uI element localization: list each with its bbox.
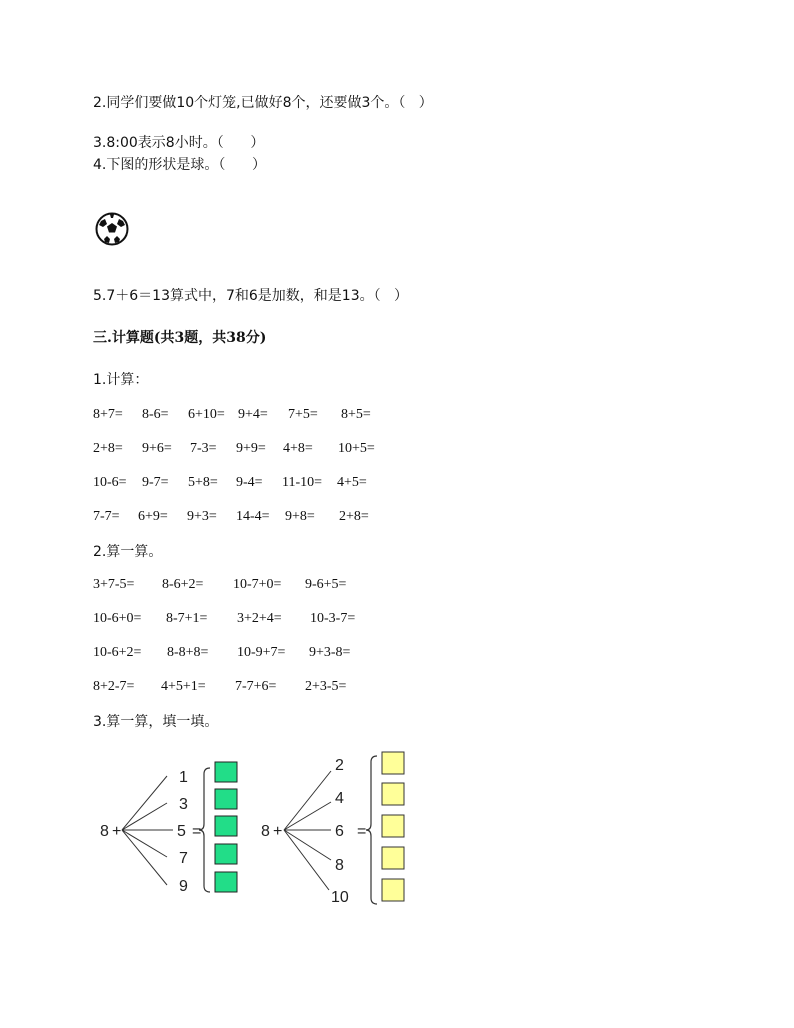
right-addend: 2 (335, 757, 344, 774)
equation: 7-7+6= (235, 679, 277, 694)
right-addend: 10 (331, 889, 349, 906)
q3-title: 3.算一算，填一填。 (93, 714, 219, 730)
equation: 10-9+7= (237, 645, 286, 660)
left-addend: 7 (179, 850, 188, 867)
left-addend: 3 (179, 796, 188, 813)
equation: 9-7= (142, 475, 169, 490)
right-addend: 4 (335, 790, 344, 807)
equation: 6+10= (188, 407, 225, 422)
right-fan-lines (284, 771, 331, 890)
right-brace (366, 756, 377, 904)
q1-row (93, 441, 413, 459)
equation: 10-6+0= (93, 611, 142, 626)
equation: 8-6+2= (162, 577, 204, 592)
equation: 9+6= (142, 441, 172, 456)
equation: 2+8= (93, 441, 123, 456)
equation: 6+9= (138, 509, 168, 524)
equation: 11-10= (282, 475, 323, 490)
left-fan (100, 762, 237, 895)
equation: 4+5+1= (161, 679, 206, 694)
right-answer-box[interactable] (382, 847, 404, 869)
equation: 14-4= (236, 509, 270, 524)
left-answer-box[interactable] (215, 872, 237, 892)
q2-row (93, 679, 413, 697)
equation: 10-6+2= (93, 645, 142, 660)
q1-row (93, 475, 413, 493)
right-base-number: 8 (261, 823, 270, 840)
left-brace (199, 768, 210, 892)
left-answer-box[interactable] (215, 762, 237, 782)
left-answer-box[interactable] (215, 844, 237, 864)
equation: 9-4= (236, 475, 263, 490)
equation: 8-6= (142, 407, 169, 422)
q1-row (93, 407, 413, 425)
q1-row (93, 509, 413, 527)
q2-title: 2.算一算。 (93, 544, 163, 560)
left-answer-box[interactable] (215, 816, 237, 836)
right-equals-sign: = (357, 823, 367, 840)
right-addend: 6 (335, 823, 344, 840)
equation: 9+4= (238, 407, 268, 422)
equation: 3+7-5= (93, 577, 135, 592)
left-base-number: 8 (100, 823, 109, 840)
equation: 9+3= (187, 509, 217, 524)
right-answer-box[interactable] (382, 815, 404, 837)
left-addend: 9 (179, 878, 188, 895)
left-addend: 5 (177, 823, 186, 840)
equation: 10-3-7= (310, 611, 356, 626)
left-answer-box[interactable] (215, 789, 237, 809)
equation: 4+5= (337, 475, 367, 490)
left-addend: 1 (179, 769, 188, 786)
equation: 9+8= (285, 509, 315, 524)
judgement-item-2: 2.同学们要做10个灯笼,已做好8个，还要做3个。（ ） (93, 95, 433, 111)
q2-row (93, 577, 413, 595)
right-answer-box[interactable] (382, 783, 404, 805)
judgement-item-4: 4.下图的形状是球。（ ） (93, 157, 267, 173)
equation: 2+8= (339, 509, 369, 524)
equation: 5+8= (188, 475, 218, 490)
judgement-item-5: 5.7＋6＝13算式中，7和6是加数，和是13。（ ） (93, 288, 408, 304)
equation: 4+8= (283, 441, 313, 456)
equation: 7-7= (93, 509, 120, 524)
equation: 3+2+4= (237, 611, 282, 626)
right-plus-sign: + (273, 823, 283, 840)
equation: 10+5= (338, 441, 375, 456)
right-answer-box[interactable] (382, 879, 404, 901)
equation: 9+9= (236, 441, 266, 456)
equation: 10-7+0= (233, 577, 282, 592)
equation: 8-7+1= (166, 611, 208, 626)
right-addend: 8 (335, 857, 344, 874)
equation: 7-3= (190, 441, 217, 456)
addition-fan-diagram (95, 748, 425, 913)
equation: 8+7= (93, 407, 123, 422)
left-fan-lines (122, 776, 173, 885)
equation: 9-6+5= (305, 577, 347, 592)
q2-row (93, 645, 413, 663)
right-fan (261, 752, 404, 906)
section-heading: 三.计算题(共3题，共38分) (93, 330, 267, 346)
right-answer-box[interactable] (382, 752, 404, 774)
equation: 9+3-8= (309, 645, 351, 660)
equation: 8-8+8= (167, 645, 209, 660)
equation: 8+2-7= (93, 679, 135, 694)
judgement-item-3: 3.8:00表示8小时。（ ） (93, 135, 265, 151)
left-plus-sign: + (112, 823, 122, 840)
soccer-ball-icon (95, 212, 129, 246)
equation: 2+3-5= (305, 679, 347, 694)
left-equals-sign: = (192, 823, 202, 840)
q1-title: 1.计算： (93, 372, 149, 388)
equation: 10-6= (93, 475, 127, 490)
equation: 8+5= (341, 407, 371, 422)
q2-row (93, 611, 413, 629)
equation: 7+5= (288, 407, 318, 422)
